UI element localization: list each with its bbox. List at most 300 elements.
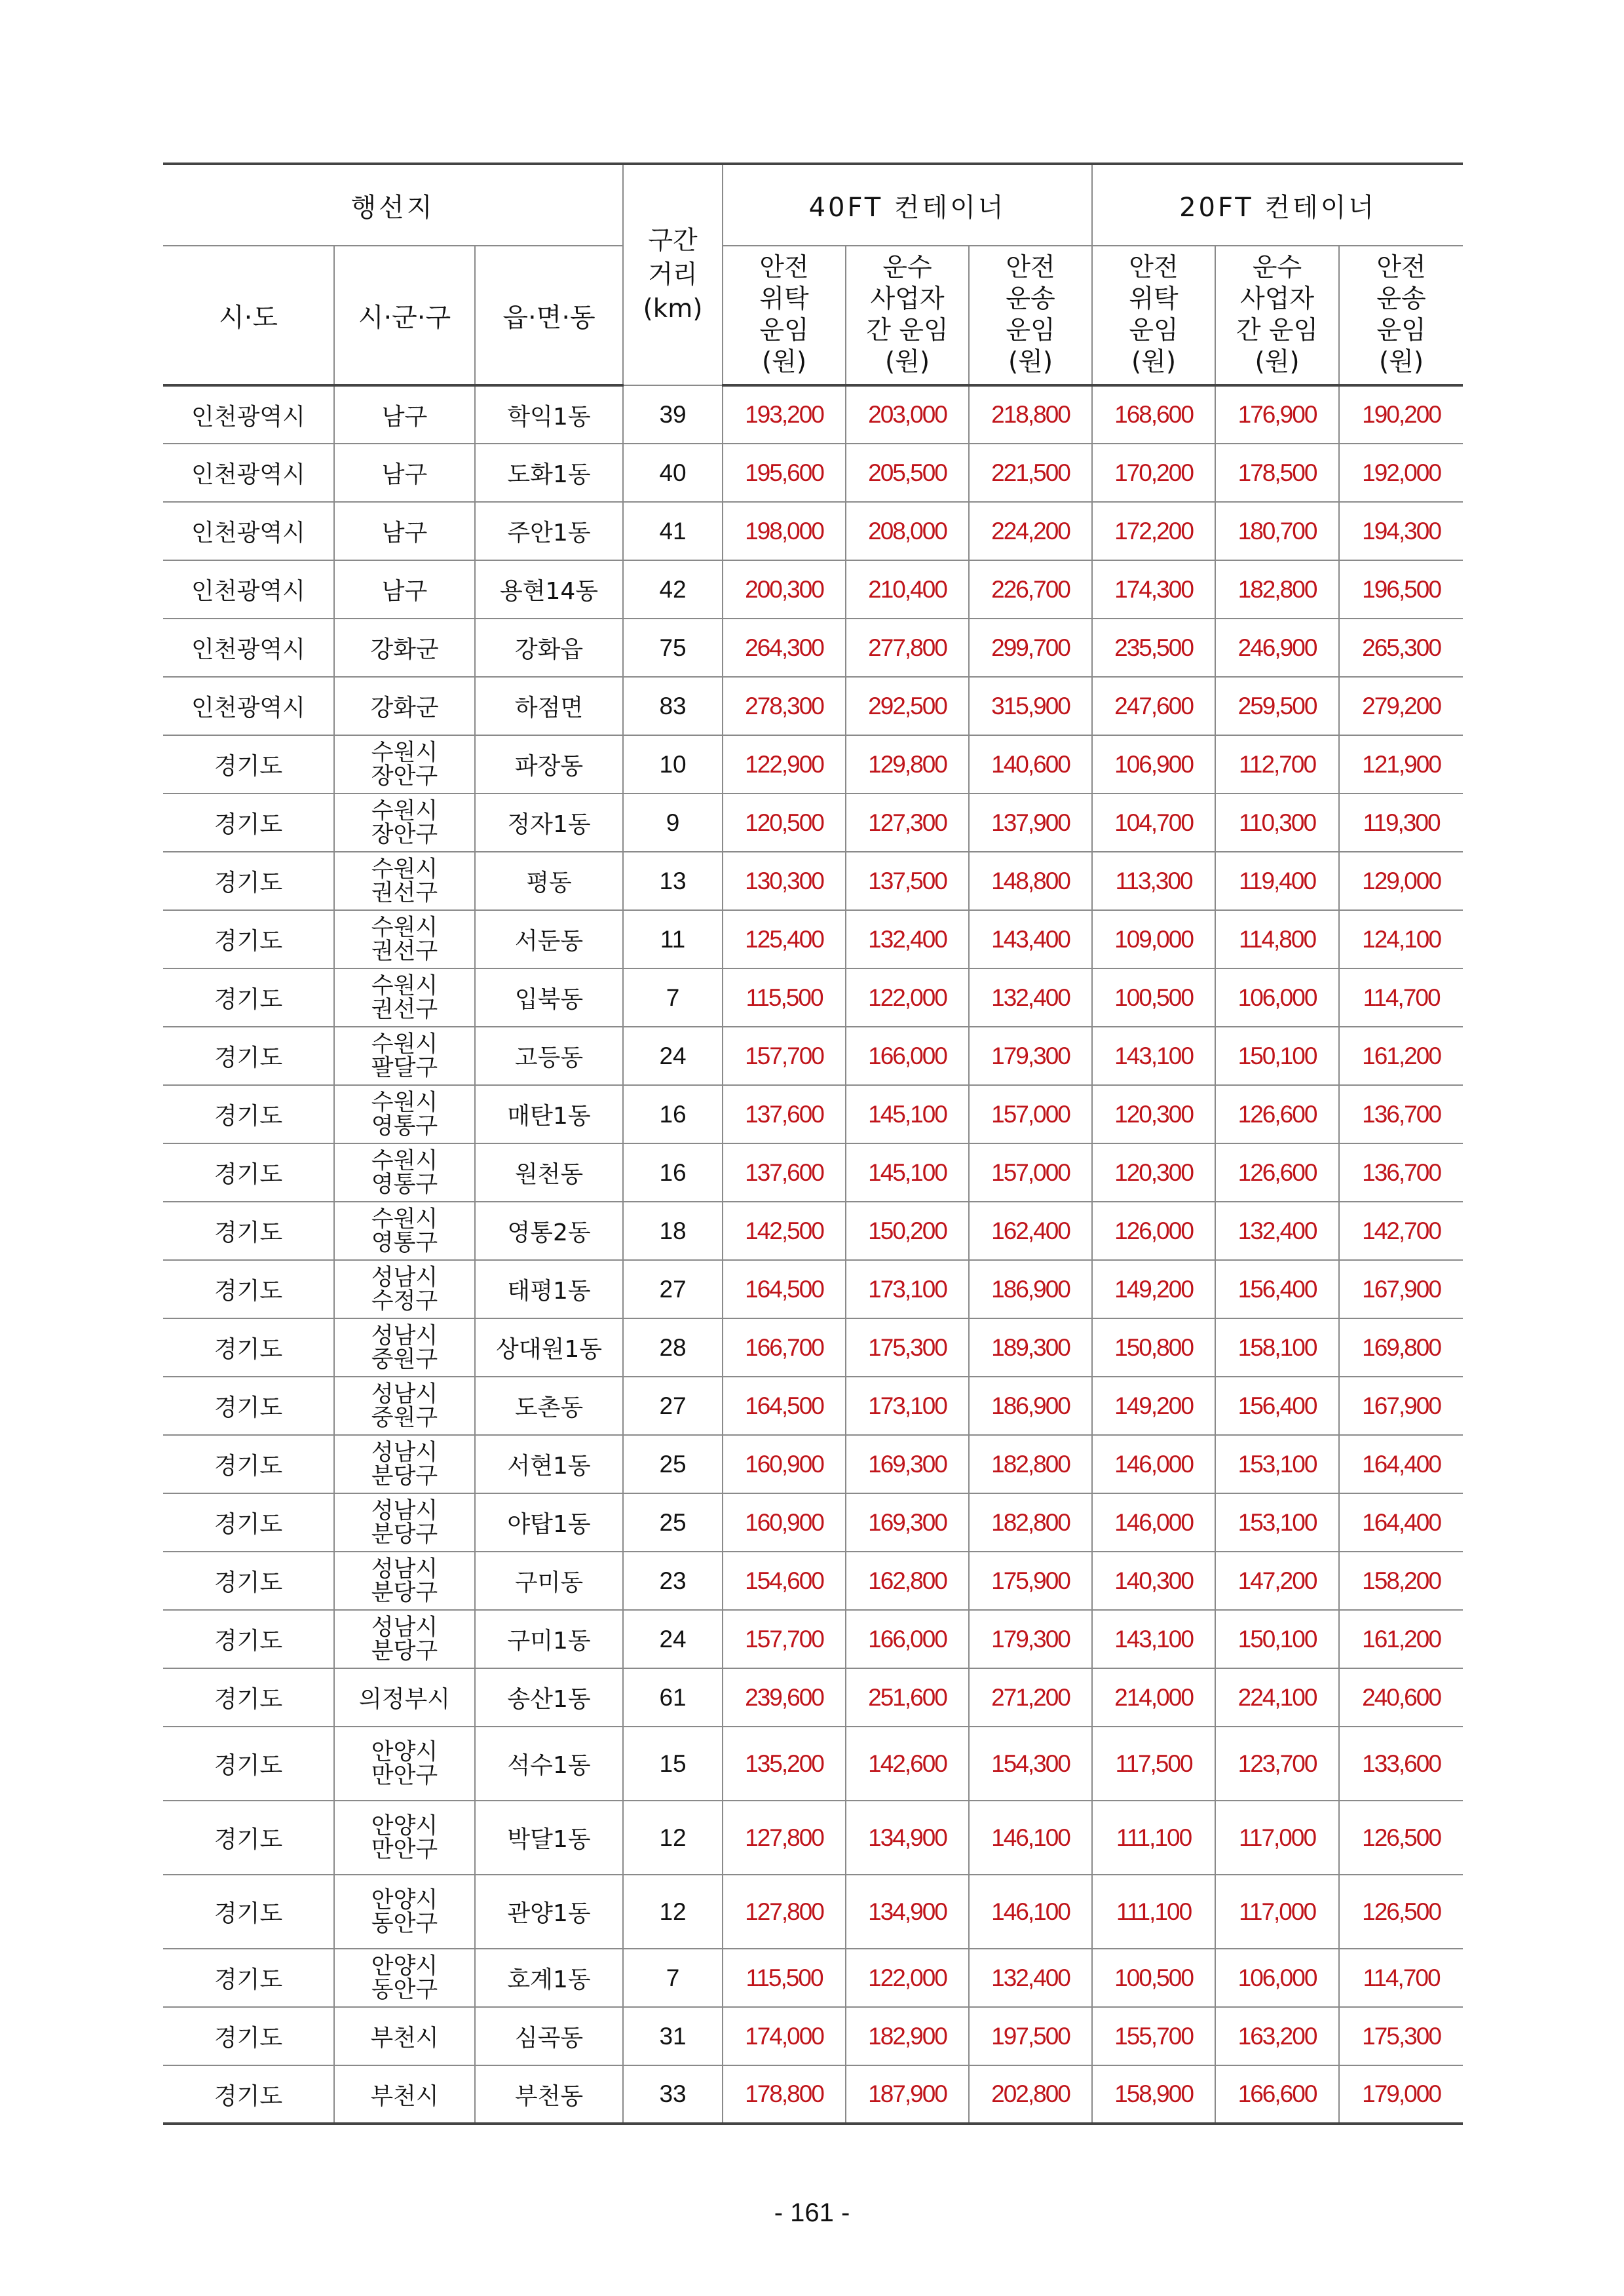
cell-sigungu: [334, 1727, 475, 1801]
cell-20ft-carrier: 176,900: [1215, 385, 1339, 444]
cell-sigungu-line: 성남시: [371, 1556, 438, 1582]
cell-distance-km: 41: [623, 502, 723, 560]
cell-sido: 인천광역시: [163, 385, 334, 444]
header-line: (원): [1378, 347, 1424, 377]
cell-sido: 경기도: [163, 852, 334, 910]
cell-sigungu-line: 분당구: [371, 1463, 438, 1489]
header-line: 운임: [1376, 316, 1426, 345]
cell-40ft-carrier: 134,900: [846, 1875, 969, 1949]
cell-40ft-safe-transport: 179,300: [969, 1027, 1092, 1085]
cell-20ft-safe-consign: 120,300: [1092, 1143, 1215, 1202]
cell-20ft-safe-consign: 146,000: [1092, 1493, 1215, 1552]
cell-distance-km: 27: [623, 1260, 723, 1318]
cell-sigungu-line: 영통구: [371, 1171, 438, 1198]
cell-sigungu: [334, 1949, 475, 2007]
cell-sigungu-line: 권선구: [371, 996, 438, 1023]
cell-40ft-safe-consign: 198,000: [723, 502, 846, 560]
table-row: [163, 1949, 1463, 2007]
cell-sigungu-line: 성남시: [371, 1322, 438, 1349]
header-line: 안전: [1129, 253, 1179, 282]
cell-20ft-safe-consign: 170,200: [1092, 444, 1215, 502]
cell-sido: 경기도: [163, 1202, 334, 1260]
cell-20ft-safe-consign: 140,300: [1092, 1552, 1215, 1610]
cell-sido: 경기도: [163, 1610, 334, 1668]
cell-sigungu-line: 영통구: [371, 1229, 438, 1256]
cell-sigungu-line: 만안구: [371, 1836, 438, 1863]
cell-40ft-safe-consign: 160,900: [723, 1435, 846, 1493]
header-line: 안전: [1006, 253, 1055, 282]
cell-sigungu: [334, 1260, 475, 1318]
cell-sigungu-line: 강화군: [370, 636, 439, 663]
cell-40ft-safe-transport: 146,100: [969, 1801, 1092, 1875]
cell-40ft-safe-consign: 137,600: [723, 1143, 846, 1202]
cell-distance-km: 83: [623, 677, 723, 735]
cell-distance-km: 75: [623, 619, 723, 677]
table-row: [163, 735, 1463, 794]
cell-sigungu-line: 남구: [381, 403, 428, 430]
cell-20ft-carrier: 182,800: [1215, 560, 1339, 619]
cell-sigungu: [334, 1027, 475, 1085]
cell-sido: 경기도: [163, 735, 334, 794]
cell-20ft-carrier: 178,500: [1215, 444, 1339, 502]
cell-20ft-safe-transport: 164,400: [1339, 1493, 1463, 1552]
cell-sido: 경기도: [163, 1260, 334, 1318]
cell-40ft-carrier: 142,600: [846, 1727, 969, 1801]
cell-20ft-safe-transport: 279,200: [1339, 677, 1463, 735]
header-line: (원): [1131, 347, 1177, 377]
cell-40ft-safe-transport: 189,300: [969, 1318, 1092, 1377]
cell-eup-myeon-dong: 도화1동: [475, 444, 623, 502]
cell-distance-km: 42: [623, 560, 723, 619]
header-line: 사업자: [1240, 284, 1315, 314]
cell-sido: 경기도: [163, 1493, 334, 1552]
cell-sigungu: [334, 1552, 475, 1610]
cell-distance-km: 25: [623, 1493, 723, 1552]
cell-eup-myeon-dong: 정자1동: [475, 794, 623, 852]
cell-20ft-safe-transport: 192,000: [1339, 444, 1463, 502]
cell-40ft-carrier: 137,500: [846, 852, 969, 910]
cell-eup-myeon-dong: 관양1동: [475, 1875, 623, 1949]
cell-40ft-safe-transport: 186,900: [969, 1260, 1092, 1318]
cell-sigungu-line: 성남시: [371, 1381, 438, 1407]
cell-40ft-safe-transport: 186,900: [969, 1377, 1092, 1435]
cell-20ft-safe-consign: 104,700: [1092, 794, 1215, 852]
cell-sigungu-line: 동안구: [371, 1910, 438, 1937]
cell-40ft-carrier: 251,600: [846, 1668, 969, 1727]
header-line: 위탁: [759, 284, 809, 314]
cell-sigungu-line: 성남시: [371, 1497, 438, 1524]
cell-distance-km: 18: [623, 1202, 723, 1260]
cell-40ft-safe-consign: 125,400: [723, 910, 846, 968]
cell-sigungu: [334, 1610, 475, 1668]
cell-40ft-safe-consign: 115,500: [723, 1949, 846, 2007]
header-40ft-safe-transport: [969, 246, 1092, 385]
cell-sigungu: [334, 1143, 475, 1202]
cell-40ft-safe-consign: 130,300: [723, 852, 846, 910]
cell-sigungu: [334, 502, 475, 560]
cell-sigungu: [334, 1318, 475, 1377]
header-line: 간 운임: [866, 316, 949, 345]
cell-40ft-carrier: 122,000: [846, 1949, 969, 2007]
cell-sigungu: [334, 1085, 475, 1143]
cell-20ft-carrier: 150,100: [1215, 1027, 1339, 1085]
cell-40ft-safe-consign: 278,300: [723, 677, 846, 735]
cell-40ft-safe-transport: 224,200: [969, 502, 1092, 560]
cell-eup-myeon-dong: 평동: [475, 852, 623, 910]
cell-eup-myeon-dong: 상대원1동: [475, 1318, 623, 1377]
cell-eup-myeon-dong: 박달1동: [475, 1801, 623, 1875]
cell-sigungu-line: 성남시: [371, 1614, 438, 1641]
cell-eup-myeon-dong: 매탄1동: [475, 1085, 623, 1143]
cell-sido: 경기도: [163, 910, 334, 968]
cell-40ft-safe-consign: 127,800: [723, 1801, 846, 1875]
cell-20ft-carrier: 119,400: [1215, 852, 1339, 910]
cell-40ft-carrier: 187,900: [846, 2065, 969, 2124]
cell-eup-myeon-dong: 구미1동: [475, 1610, 623, 1668]
cell-distance-km: 12: [623, 1801, 723, 1875]
header-line: 운임: [1129, 316, 1179, 345]
header-line: (원): [761, 347, 807, 377]
cell-20ft-carrier: 112,700: [1215, 735, 1339, 794]
cell-20ft-safe-consign: 235,500: [1092, 619, 1215, 677]
cell-20ft-safe-consign: 149,200: [1092, 1377, 1215, 1435]
cell-sigungu-line: 안양시: [371, 1886, 438, 1913]
cell-20ft-safe-transport: 164,400: [1339, 1435, 1463, 1493]
cell-eup-myeon-dong: 송산1동: [475, 1668, 623, 1727]
cell-sigungu: [334, 910, 475, 968]
cell-sigungu-line: 수원시: [371, 856, 438, 883]
header-route-group: 행선지: [163, 164, 623, 246]
cell-sido: 경기도: [163, 1949, 334, 2007]
cell-40ft-safe-transport: 218,800: [969, 385, 1092, 444]
header-line: (원): [1008, 347, 1053, 377]
header-20ft-group: 20FT 컨테이너: [1092, 164, 1463, 246]
header-line: (원): [884, 347, 930, 377]
table-row: [163, 385, 1463, 444]
table-row: [163, 1435, 1463, 1493]
cell-20ft-safe-consign: 143,100: [1092, 1027, 1215, 1085]
cell-sigungu-line: 안양시: [371, 1738, 438, 1765]
cell-20ft-carrier: 153,100: [1215, 1493, 1339, 1552]
cell-eup-myeon-dong: 석수1동: [475, 1727, 623, 1801]
table-row: [163, 794, 1463, 852]
cell-sigungu: [334, 1493, 475, 1552]
cell-sigungu-line: 수원시: [371, 797, 438, 824]
cell-40ft-safe-transport: 157,000: [969, 1143, 1092, 1202]
cell-20ft-safe-transport: 196,500: [1339, 560, 1463, 619]
cell-eup-myeon-dong: 서현1동: [475, 1435, 623, 1493]
cell-sido: 인천광역시: [163, 560, 334, 619]
cell-sigungu-line: 영통구: [371, 1113, 438, 1139]
cell-distance-km: 33: [623, 2065, 723, 2124]
cell-eup-myeon-dong: 야탑1동: [475, 1493, 623, 1552]
cell-sigungu-line: 의정부시: [358, 1686, 451, 1713]
cell-40ft-carrier: 205,500: [846, 444, 969, 502]
cell-20ft-safe-consign: 111,100: [1092, 1875, 1215, 1949]
cell-20ft-safe-consign: 149,200: [1092, 1260, 1215, 1318]
cell-20ft-carrier: 132,400: [1215, 1202, 1339, 1260]
table-row: [163, 619, 1463, 677]
cell-sigungu: [334, 2065, 475, 2124]
table-row: [163, 1202, 1463, 1260]
cell-sido: 인천광역시: [163, 619, 334, 677]
cell-distance-km: 15: [623, 1727, 723, 1801]
cell-40ft-safe-transport: 299,700: [969, 619, 1092, 677]
cell-40ft-safe-transport: 132,400: [969, 968, 1092, 1027]
cell-40ft-carrier: 173,100: [846, 1260, 969, 1318]
cell-sigungu-line: 수원시: [371, 1206, 438, 1233]
table-row: [163, 444, 1463, 502]
cell-40ft-safe-transport: 197,500: [969, 2007, 1092, 2065]
cell-20ft-safe-consign: 247,600: [1092, 677, 1215, 735]
cell-sigungu-line: 강화군: [370, 695, 439, 721]
cell-sigungu-line: 권선구: [371, 938, 438, 965]
cell-sigungu: [334, 560, 475, 619]
cell-40ft-safe-transport: 143,400: [969, 910, 1092, 968]
cell-20ft-safe-consign: 100,500: [1092, 1949, 1215, 2007]
cell-20ft-carrier: 106,000: [1215, 968, 1339, 1027]
cell-40ft-carrier: 208,000: [846, 502, 969, 560]
cell-20ft-safe-transport: 121,900: [1339, 735, 1463, 794]
cell-40ft-safe-consign: 137,600: [723, 1085, 846, 1143]
cell-40ft-carrier: 122,000: [846, 968, 969, 1027]
cell-sido: 경기도: [163, 968, 334, 1027]
cell-40ft-safe-consign: 120,500: [723, 794, 846, 852]
table-row: [163, 1143, 1463, 1202]
cell-40ft-safe-consign: 157,700: [723, 1610, 846, 1668]
table-row: [163, 1493, 1463, 1552]
header-40ft-group: 40FT 컨테이너: [723, 164, 1092, 246]
cell-sido: 경기도: [163, 1143, 334, 1202]
cell-sigungu: [334, 735, 475, 794]
cell-eup-myeon-dong: 도촌동: [475, 1377, 623, 1435]
cell-sigungu-line: 만안구: [371, 1762, 438, 1789]
cell-20ft-carrier: 106,000: [1215, 1949, 1339, 2007]
cell-sigungu: [334, 385, 475, 444]
cell-40ft-safe-consign: 174,000: [723, 2007, 846, 2065]
cell-40ft-safe-consign: 135,200: [723, 1727, 846, 1801]
cell-sigungu: [334, 794, 475, 852]
cell-eup-myeon-dong: 학익1동: [475, 385, 623, 444]
table-row: [163, 2007, 1463, 2065]
header-line: 운임: [759, 316, 809, 345]
header-20ft-safe-consign: [1092, 246, 1215, 385]
table-row: [163, 910, 1463, 968]
cell-sido: 경기도: [163, 1875, 334, 1949]
cell-20ft-carrier: 126,600: [1215, 1085, 1339, 1143]
cell-20ft-safe-transport: 136,700: [1339, 1143, 1463, 1202]
cell-distance-km: 24: [623, 1610, 723, 1668]
cell-20ft-safe-transport: 126,500: [1339, 1801, 1463, 1875]
cell-40ft-safe-transport: 271,200: [969, 1668, 1092, 1727]
cell-40ft-carrier: 132,400: [846, 910, 969, 968]
cell-sigungu: [334, 1202, 475, 1260]
header-subrow: [163, 246, 1463, 385]
cell-40ft-safe-consign: 166,700: [723, 1318, 846, 1377]
cell-40ft-safe-consign: 160,900: [723, 1493, 846, 1552]
cell-distance-km: 16: [623, 1085, 723, 1143]
cell-sido: 인천광역시: [163, 502, 334, 560]
header-distance-line: 구간: [648, 225, 698, 256]
freight-rate-table: [163, 163, 1463, 2125]
cell-40ft-safe-consign: 154,600: [723, 1552, 846, 1610]
cell-sigungu-line: 장안구: [371, 763, 438, 790]
cell-20ft-safe-transport: 194,300: [1339, 502, 1463, 560]
page-number: - 161 -: [774, 2198, 850, 2227]
cell-sido: 경기도: [163, 794, 334, 852]
cell-sigungu: [334, 619, 475, 677]
cell-20ft-safe-consign: 150,800: [1092, 1318, 1215, 1377]
cell-eup-myeon-dong: 강화읍: [475, 619, 623, 677]
cell-sigungu-line: 권선구: [371, 879, 438, 906]
cell-sigungu-line: 남구: [381, 520, 428, 546]
cell-eup-myeon-dong: 용현14동: [475, 560, 623, 619]
cell-20ft-safe-transport: 190,200: [1339, 385, 1463, 444]
cell-distance-km: 16: [623, 1143, 723, 1202]
table-row: [163, 1085, 1463, 1143]
cell-40ft-safe-transport: 179,300: [969, 1610, 1092, 1668]
cell-20ft-safe-transport: 124,100: [1339, 910, 1463, 968]
cell-20ft-carrier: 147,200: [1215, 1552, 1339, 1610]
cell-distance-km: 12: [623, 1875, 723, 1949]
cell-sido: 경기도: [163, 1318, 334, 1377]
header-sido: 시·도: [163, 246, 334, 385]
cell-40ft-carrier: 175,300: [846, 1318, 969, 1377]
cell-20ft-safe-transport: 114,700: [1339, 968, 1463, 1027]
cell-20ft-safe-consign: 120,300: [1092, 1085, 1215, 1143]
header-line: 안전: [1376, 253, 1426, 282]
cell-20ft-safe-transport: 129,000: [1339, 852, 1463, 910]
cell-20ft-safe-transport: 142,700: [1339, 1202, 1463, 1260]
cell-40ft-safe-transport: 140,600: [969, 735, 1092, 794]
cell-sigungu-line: 남구: [381, 578, 428, 605]
cell-sido: 인천광역시: [163, 677, 334, 735]
cell-distance-km: 27: [623, 1377, 723, 1435]
cell-20ft-carrier: 117,000: [1215, 1875, 1339, 1949]
cell-40ft-carrier: 210,400: [846, 560, 969, 619]
header-line: 간 운임: [1236, 316, 1319, 345]
cell-distance-km: 24: [623, 1027, 723, 1085]
cell-sigungu: [334, 968, 475, 1027]
header-distance-line: (km): [643, 294, 703, 324]
cell-20ft-safe-transport: 126,500: [1339, 1875, 1463, 1949]
cell-sigungu-line: 수정구: [371, 1288, 438, 1314]
cell-sido: 경기도: [163, 1801, 334, 1875]
cell-sigungu: [334, 2007, 475, 2065]
cell-sigungu-line: 팔달구: [371, 1054, 438, 1081]
cell-sigungu-line: 동안구: [371, 1976, 438, 2003]
cell-20ft-carrier: 117,000: [1215, 1801, 1339, 1875]
cell-20ft-safe-consign: 155,700: [1092, 2007, 1215, 2065]
table-row: [163, 1610, 1463, 1668]
cell-40ft-safe-transport: 162,400: [969, 1202, 1092, 1260]
cell-eup-myeon-dong: 입북동: [475, 968, 623, 1027]
cell-eup-myeon-dong: 부천동: [475, 2065, 623, 2124]
cell-distance-km: 7: [623, 1949, 723, 2007]
cell-20ft-carrier: 153,100: [1215, 1435, 1339, 1493]
cell-eup-myeon-dong: 심곡동: [475, 2007, 623, 2065]
cell-40ft-safe-transport: 154,300: [969, 1727, 1092, 1801]
cell-20ft-carrier: 110,300: [1215, 794, 1339, 852]
cell-sigungu-line: 성남시: [371, 1439, 438, 1466]
cell-40ft-safe-transport: 146,100: [969, 1875, 1092, 1949]
cell-20ft-safe-transport: 175,300: [1339, 2007, 1463, 2065]
table-row: [163, 1260, 1463, 1318]
cell-40ft-carrier: 134,900: [846, 1801, 969, 1875]
cell-20ft-carrier: 180,700: [1215, 502, 1339, 560]
cell-distance-km: 11: [623, 910, 723, 968]
cell-distance-km: 31: [623, 2007, 723, 2065]
table-row: [163, 1027, 1463, 1085]
cell-40ft-safe-transport: 182,800: [969, 1493, 1092, 1552]
cell-40ft-safe-transport: 221,500: [969, 444, 1092, 502]
cell-40ft-safe-consign: 264,300: [723, 619, 846, 677]
cell-40ft-carrier: 166,000: [846, 1027, 969, 1085]
table-row: [163, 852, 1463, 910]
cell-sigungu: [334, 1668, 475, 1727]
cell-20ft-carrier: 246,900: [1215, 619, 1339, 677]
header-line: 운송: [1376, 284, 1426, 314]
header-20ft-carrier: [1215, 246, 1339, 385]
cell-20ft-safe-transport: 265,300: [1339, 619, 1463, 677]
cell-sido: 경기도: [163, 1668, 334, 1727]
cell-20ft-carrier: 156,400: [1215, 1260, 1339, 1318]
cell-sido: 경기도: [163, 2065, 334, 2124]
header-distance-line: 거리: [648, 259, 698, 290]
cell-eup-myeon-dong: 원천동: [475, 1143, 623, 1202]
cell-distance-km: 28: [623, 1318, 723, 1377]
table-row: [163, 1552, 1463, 1610]
header-40ft-carrier: [846, 246, 969, 385]
cell-eup-myeon-dong: 파장동: [475, 735, 623, 794]
cell-40ft-safe-transport: 132,400: [969, 1949, 1092, 2007]
table-row: [163, 1377, 1463, 1435]
cell-40ft-safe-consign: 239,600: [723, 1668, 846, 1727]
cell-sigungu: [334, 1377, 475, 1435]
cell-20ft-carrier: 259,500: [1215, 677, 1339, 735]
table-row: [163, 502, 1463, 560]
header-20ft-safe-transport: [1339, 246, 1463, 385]
cell-sigungu: [334, 444, 475, 502]
cell-sigungu: [334, 1435, 475, 1493]
table-row: [163, 1727, 1463, 1801]
cell-20ft-safe-transport: 114,700: [1339, 1949, 1463, 2007]
header-line: 운수: [1252, 253, 1302, 282]
cell-distance-km: 39: [623, 385, 723, 444]
header-line: 사업자: [870, 284, 945, 314]
cell-20ft-safe-consign: 126,000: [1092, 1202, 1215, 1260]
cell-eup-myeon-dong: 서둔동: [475, 910, 623, 968]
cell-20ft-safe-consign: 158,900: [1092, 2065, 1215, 2124]
header-line: 위탁: [1129, 284, 1179, 314]
header-line: 운송: [1006, 284, 1055, 314]
cell-20ft-safe-transport: 167,900: [1339, 1260, 1463, 1318]
header-eup-myeon-dong: 읍·면·동: [475, 246, 623, 385]
cell-sigungu-line: 분당구: [371, 1521, 438, 1548]
cell-sido: 경기도: [163, 1377, 334, 1435]
cell-eup-myeon-dong: 고등동: [475, 1027, 623, 1085]
cell-20ft-safe-transport: 167,900: [1339, 1377, 1463, 1435]
cell-eup-myeon-dong: 호계1동: [475, 1949, 623, 2007]
cell-20ft-carrier: 114,800: [1215, 910, 1339, 968]
table-row: [163, 677, 1463, 735]
cell-sigungu-line: 수원시: [371, 1031, 438, 1058]
cell-sigungu: [334, 1801, 475, 1875]
cell-40ft-safe-transport: 182,800: [969, 1435, 1092, 1493]
cell-40ft-safe-consign: 178,800: [723, 2065, 846, 2124]
cell-sigungu-line: 안양시: [371, 1953, 438, 1980]
cell-sigungu-line: 장안구: [371, 821, 438, 848]
